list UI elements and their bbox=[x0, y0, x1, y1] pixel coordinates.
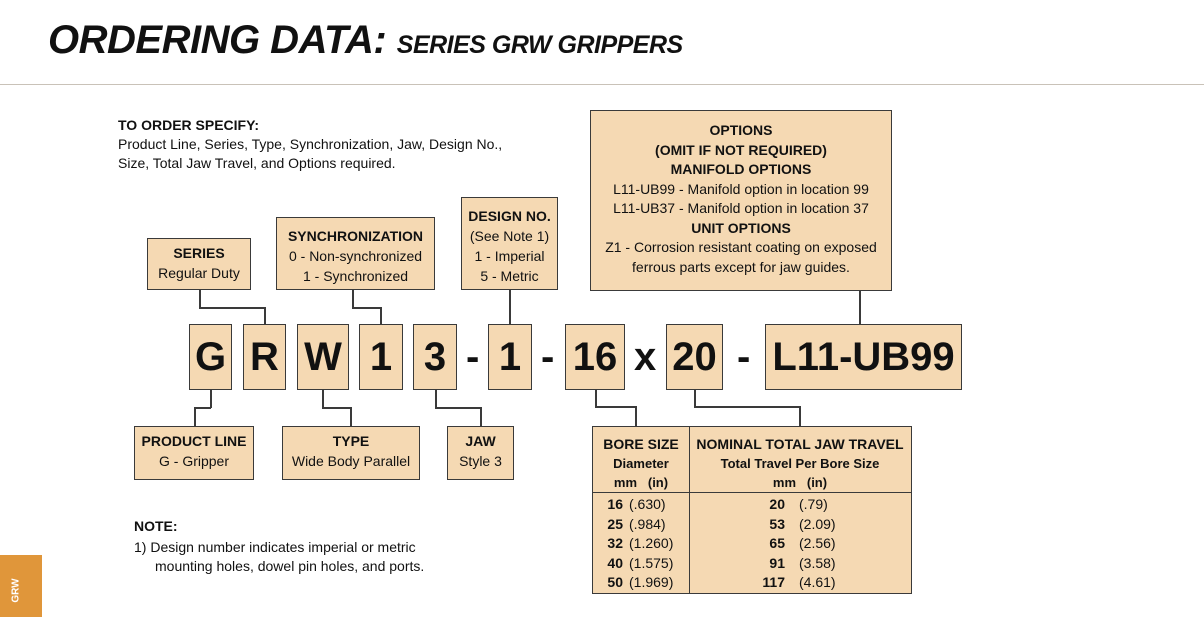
connector-line bbox=[435, 390, 437, 408]
connector-line bbox=[694, 390, 696, 407]
order-specify-line: Product Line, Series, Type, Synchronization, Jaw, Design No., bbox=[118, 136, 503, 152]
jaw-travel-subtitle: Total Travel Per Bore Size bbox=[720, 456, 880, 471]
connector-line bbox=[199, 307, 265, 309]
jaw-travel-row bbox=[689, 534, 911, 554]
connector-line bbox=[694, 406, 800, 408]
code-options: L11-UB99 bbox=[765, 324, 962, 390]
synchronization-option: 1 - Synchronized bbox=[302, 268, 409, 284]
code-synchronization: 1 bbox=[359, 324, 403, 390]
code-separator: x bbox=[634, 335, 657, 379]
bore-size-row bbox=[593, 495, 689, 515]
bore-mm: 16 bbox=[607, 496, 623, 512]
connector-line bbox=[194, 407, 196, 426]
connector-line bbox=[859, 291, 861, 324]
code-bore-size: 16 bbox=[565, 324, 625, 390]
title-main: ORDERING DATA: bbox=[48, 18, 387, 62]
bore-in: (1.575) bbox=[629, 554, 674, 571]
code-separator: - bbox=[737, 335, 751, 379]
type-value: Wide Body Parallel bbox=[291, 453, 411, 469]
travel-in: (2.56) bbox=[799, 535, 836, 551]
connector-line bbox=[635, 406, 637, 426]
jaw-travel-column bbox=[689, 427, 911, 593]
travel-in: (.79) bbox=[799, 496, 828, 512]
connector-line bbox=[322, 407, 351, 409]
design-no-line: 1 - Imperial bbox=[474, 248, 545, 264]
bore-mm: 40 bbox=[607, 554, 623, 571]
travel-mm: 65 bbox=[769, 535, 785, 551]
connector-line bbox=[352, 290, 354, 308]
bore-size-units: mm (in) bbox=[613, 475, 669, 490]
options-subheading: (OMIT IF NOT REQUIRED) bbox=[655, 141, 827, 158]
unit-option: Z1 - Corrosion resistant coating on exposed bbox=[605, 239, 877, 255]
bore-mm: 50 bbox=[607, 574, 623, 590]
synchronization-option: 0 - Non-synchronized bbox=[288, 248, 423, 264]
series-heading: SERIES bbox=[173, 245, 225, 261]
options-heading: OPTIONS bbox=[709, 122, 773, 138]
jaw-travel-rows bbox=[689, 493, 911, 593]
travel-mm: 20 bbox=[769, 496, 785, 512]
bore-in: (.630) bbox=[629, 496, 666, 512]
options-box bbox=[590, 110, 892, 291]
order-specify-heading: TO ORDER SPECIFY: bbox=[118, 117, 260, 133]
bore-travel-table bbox=[592, 426, 912, 594]
type-box bbox=[282, 426, 420, 480]
code-type: W bbox=[297, 324, 349, 390]
connector-line bbox=[352, 307, 381, 309]
connector-line bbox=[509, 290, 511, 324]
connector-line bbox=[799, 406, 801, 426]
jaw-travel-units: mm (in) bbox=[772, 475, 828, 490]
connector-line bbox=[199, 290, 201, 308]
synchronization-box bbox=[276, 217, 435, 290]
travel-in: (2.09) bbox=[799, 515, 836, 532]
jaw-travel-header bbox=[689, 427, 911, 493]
bore-size-subtitle: Diameter bbox=[613, 456, 669, 471]
jaw-travel-row bbox=[689, 554, 911, 574]
side-tab-label: GRW bbox=[10, 578, 22, 603]
manifold-option: L11-UB99 - Manifold option in location 99 bbox=[613, 180, 869, 197]
bore-size-row bbox=[593, 573, 689, 593]
title-sub: SERIES GRW GRIPPERS bbox=[396, 31, 683, 59]
series-value: Regular Duty bbox=[158, 265, 240, 281]
jaw-value: Style 3 bbox=[459, 453, 502, 469]
connector-line bbox=[595, 390, 597, 407]
manifold-option: L11-UB37 - Manifold option in location 37 bbox=[613, 200, 869, 216]
connector-line bbox=[435, 407, 481, 409]
series-box bbox=[147, 238, 251, 290]
travel-in: (4.61) bbox=[799, 574, 836, 590]
connector-line bbox=[595, 406, 636, 408]
jaw-travel-title: NOMINAL TOTAL JAW TRAVEL bbox=[696, 436, 904, 452]
product-line-value: G - Gripper bbox=[158, 453, 229, 469]
connector-line bbox=[480, 407, 482, 426]
code-jaw: 3 bbox=[413, 324, 457, 390]
bore-size-header bbox=[593, 427, 689, 493]
bore-size-row bbox=[593, 534, 689, 554]
synchronization-heading: SYNCHRONIZATION bbox=[287, 228, 424, 244]
travel-in: (3.58) bbox=[799, 554, 836, 571]
page-title bbox=[48, 18, 683, 63]
manifold-options-heading: MANIFOLD OPTIONS bbox=[670, 161, 812, 177]
bore-size-column bbox=[593, 427, 690, 593]
bore-in: (1.260) bbox=[629, 535, 674, 551]
travel-mm: 117 bbox=[762, 574, 785, 590]
code-design-no: 1 bbox=[488, 324, 532, 390]
connector-line bbox=[194, 407, 211, 409]
code-product-line: G bbox=[189, 324, 232, 390]
travel-mm: 91 bbox=[769, 554, 785, 571]
connector-line bbox=[210, 390, 212, 408]
unit-options-heading: UNIT OPTIONS bbox=[691, 219, 791, 236]
product-line-heading: PRODUCT LINE bbox=[141, 433, 247, 449]
title-divider bbox=[0, 84, 1204, 85]
bore-mm: 32 bbox=[607, 535, 623, 551]
jaw-travel-row bbox=[689, 515, 911, 535]
code-jaw-travel: 20 bbox=[666, 324, 723, 390]
connector-line bbox=[350, 407, 352, 426]
connector-line bbox=[264, 307, 266, 324]
bore-in: (.984) bbox=[629, 515, 666, 532]
design-no-line: 5 - Metric bbox=[480, 268, 539, 284]
connector-line bbox=[322, 390, 324, 408]
design-no-line: (See Note 1) bbox=[469, 228, 550, 244]
bore-mm: 25 bbox=[607, 515, 623, 532]
side-tab bbox=[0, 555, 42, 617]
type-heading: TYPE bbox=[332, 433, 370, 449]
bore-size-rows bbox=[593, 493, 689, 593]
bore-size-row bbox=[593, 554, 689, 574]
travel-mm: 53 bbox=[769, 515, 785, 532]
jaw-box bbox=[447, 426, 514, 480]
note-line: 1) Design number indicates imperial or metric bbox=[134, 539, 416, 555]
order-specify-line: Size, Total Jaw Travel, and Options required. bbox=[118, 155, 396, 171]
bore-size-row bbox=[593, 515, 689, 535]
code-series: R bbox=[243, 324, 286, 390]
bore-in: (1.969) bbox=[629, 574, 674, 590]
jaw-travel-row bbox=[689, 573, 911, 593]
connector-line bbox=[380, 307, 382, 324]
unit-option: ferrous parts except for jaw guides. bbox=[632, 258, 850, 275]
note bbox=[134, 517, 424, 576]
code-separator: - bbox=[541, 335, 555, 379]
product-line-box bbox=[134, 426, 254, 480]
jaw-travel-row bbox=[689, 495, 911, 515]
jaw-heading: JAW bbox=[465, 433, 496, 449]
note-heading: NOTE: bbox=[134, 518, 178, 534]
bore-size-title: BORE SIZE bbox=[603, 436, 679, 452]
design-no-box bbox=[461, 197, 558, 290]
design-no-heading: DESIGN NO. bbox=[468, 208, 551, 224]
code-separator: - bbox=[466, 335, 480, 379]
note-line: mounting holes, dowel pin holes, and ports. bbox=[155, 558, 425, 574]
order-specify bbox=[118, 116, 502, 173]
